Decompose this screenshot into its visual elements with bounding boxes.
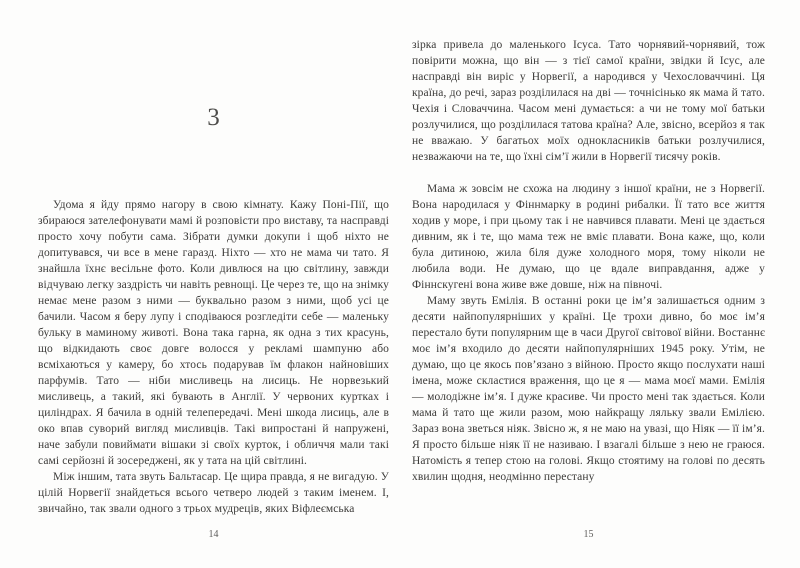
right-text-block [412, 37, 765, 485]
paragraph: Мама ж зовсім не схожа на людину з іншої країни, не з Норвегії. Вона народилася у Фіннмарку в родині рибалки. Її тато все життя ходив у море, і при цьому так і не навчився плавати. Мені це здається дивним, як і те, що мама теж не вміє плавати. Вона каже, що, коли була дитиною, жила біля дуже холодного моря, тому ніколи не любила води. Не думаю, що це вдале виправдання, адже у Фіннскугені вона живе вже довше, ніж на півночі. [412, 183, 765, 291]
paragraph: Між іншим, тата звуть Бальтасар. Це щира правда, я не вигадую. У цілій Норвегії знайдеться всього четверо людей з таким іменем. І, звичайно, так звали одного з трьох мудреців, яких Віфлеємська [38, 471, 389, 515]
paragraph: Удома я йду прямо нагору в свою кімнату. Кажу Поні-Пії, що збираюся зателефонувати мамі й розповісти про виставу, та насправді просто хочу побути сама. Зібрати думки докупи і щоб ніхто не допитувався, чи все в мене гаразд. Ніхто — хто не мама чи тато. Я знайшла їхнє весільне фото. Коли дивлюся на цю світлину, завжди відчуваю легку заздрість чи навіть ревнощі. Це через те, що на знімку немає мене разом з ними — буквально разом з ними, щоб усі це бачили. Часом я беру лупу і сподіваюся розгледіти себе — маленьку бульку в маминому животі. Вона така гарна, як одна з тих красунь, що відкидають своє довге волосся у рекламі шампуню або всміхаються у камеру, бо хтось подарував їм флакон найновіших парфумів. Тато — ніби мисливець на лисиць. Не норвезький мисливець, а такий, які бувають в Англії. У червоних куртках і циліндрах. Я бачила в одній телепередачі. Мені шкода лисиць, але в око впав суворий вигляд мисливців. Такі випростані й напружені, наче забули повиймати вішаки зі своїх курток, і обличчя мали такі самі серйозні й зосереджені, як у тата на цій світлині. [38, 199, 389, 467]
page-left [38, 0, 389, 568]
paragraph: зірка привела до маленького Ісуса. Тато чорнявий-чорнявий, тож повірити можна, що він — з тієї самої країни, звідки й Ісус, але насправді він виріс у Норвегії, а народився у Чехословаччині. Ця країна, до речі, зараз розділилася на дві — точнісінько як мама й тато. Чехія і Словаччина. Часом мені думається: а чи не тому мої батьки розлучилися, що розділилася татова країна? Але, звісно, всерйоз я так не вважаю. У багатьох моїх однокласників батьки розлучилися, незважаючи на те, що їхні сім’ї жили в Норвегії тисячу років. [412, 39, 765, 163]
page-right [412, 0, 765, 568]
left-text-block [38, 197, 389, 517]
page-number-left: 14 [208, 529, 219, 540]
page-number-right: 15 [583, 529, 594, 540]
chapter-heading: 3 [207, 104, 220, 131]
paragraph: Маму звуть Емілія. В останні роки це ім’я залишається одним з десяти найпопулярніших у країні. Це трохи дивно, бо моє ім’я перестало бути популярним ще в часи Другої світової війни. Востаннє моє ім’я входило до десяти найпопулярніших 1945 року. Утім, не думаю, що це якось пов’язано з війною. Просто якщо послухати наші імена, може скластися враження, що це я — мама моєї мами. Емілія — молодіжне ім’я. І дуже красиве. Чи просто мені так здається. Коли мама й тато ще жили разом, мою найкращу ляльку звали Емілією. Зараз вона зветься ніяк. Звісно ж, я не маю на увазі, що Ніяк — її ім’я. Я просто більше ніяк її не називаю. І взагалі більше з нею не граюся. Натомість я тепер стою на голові. Якщо стоятиму на голові по десять хвилин щодня, неодмінно перестану [412, 295, 765, 483]
